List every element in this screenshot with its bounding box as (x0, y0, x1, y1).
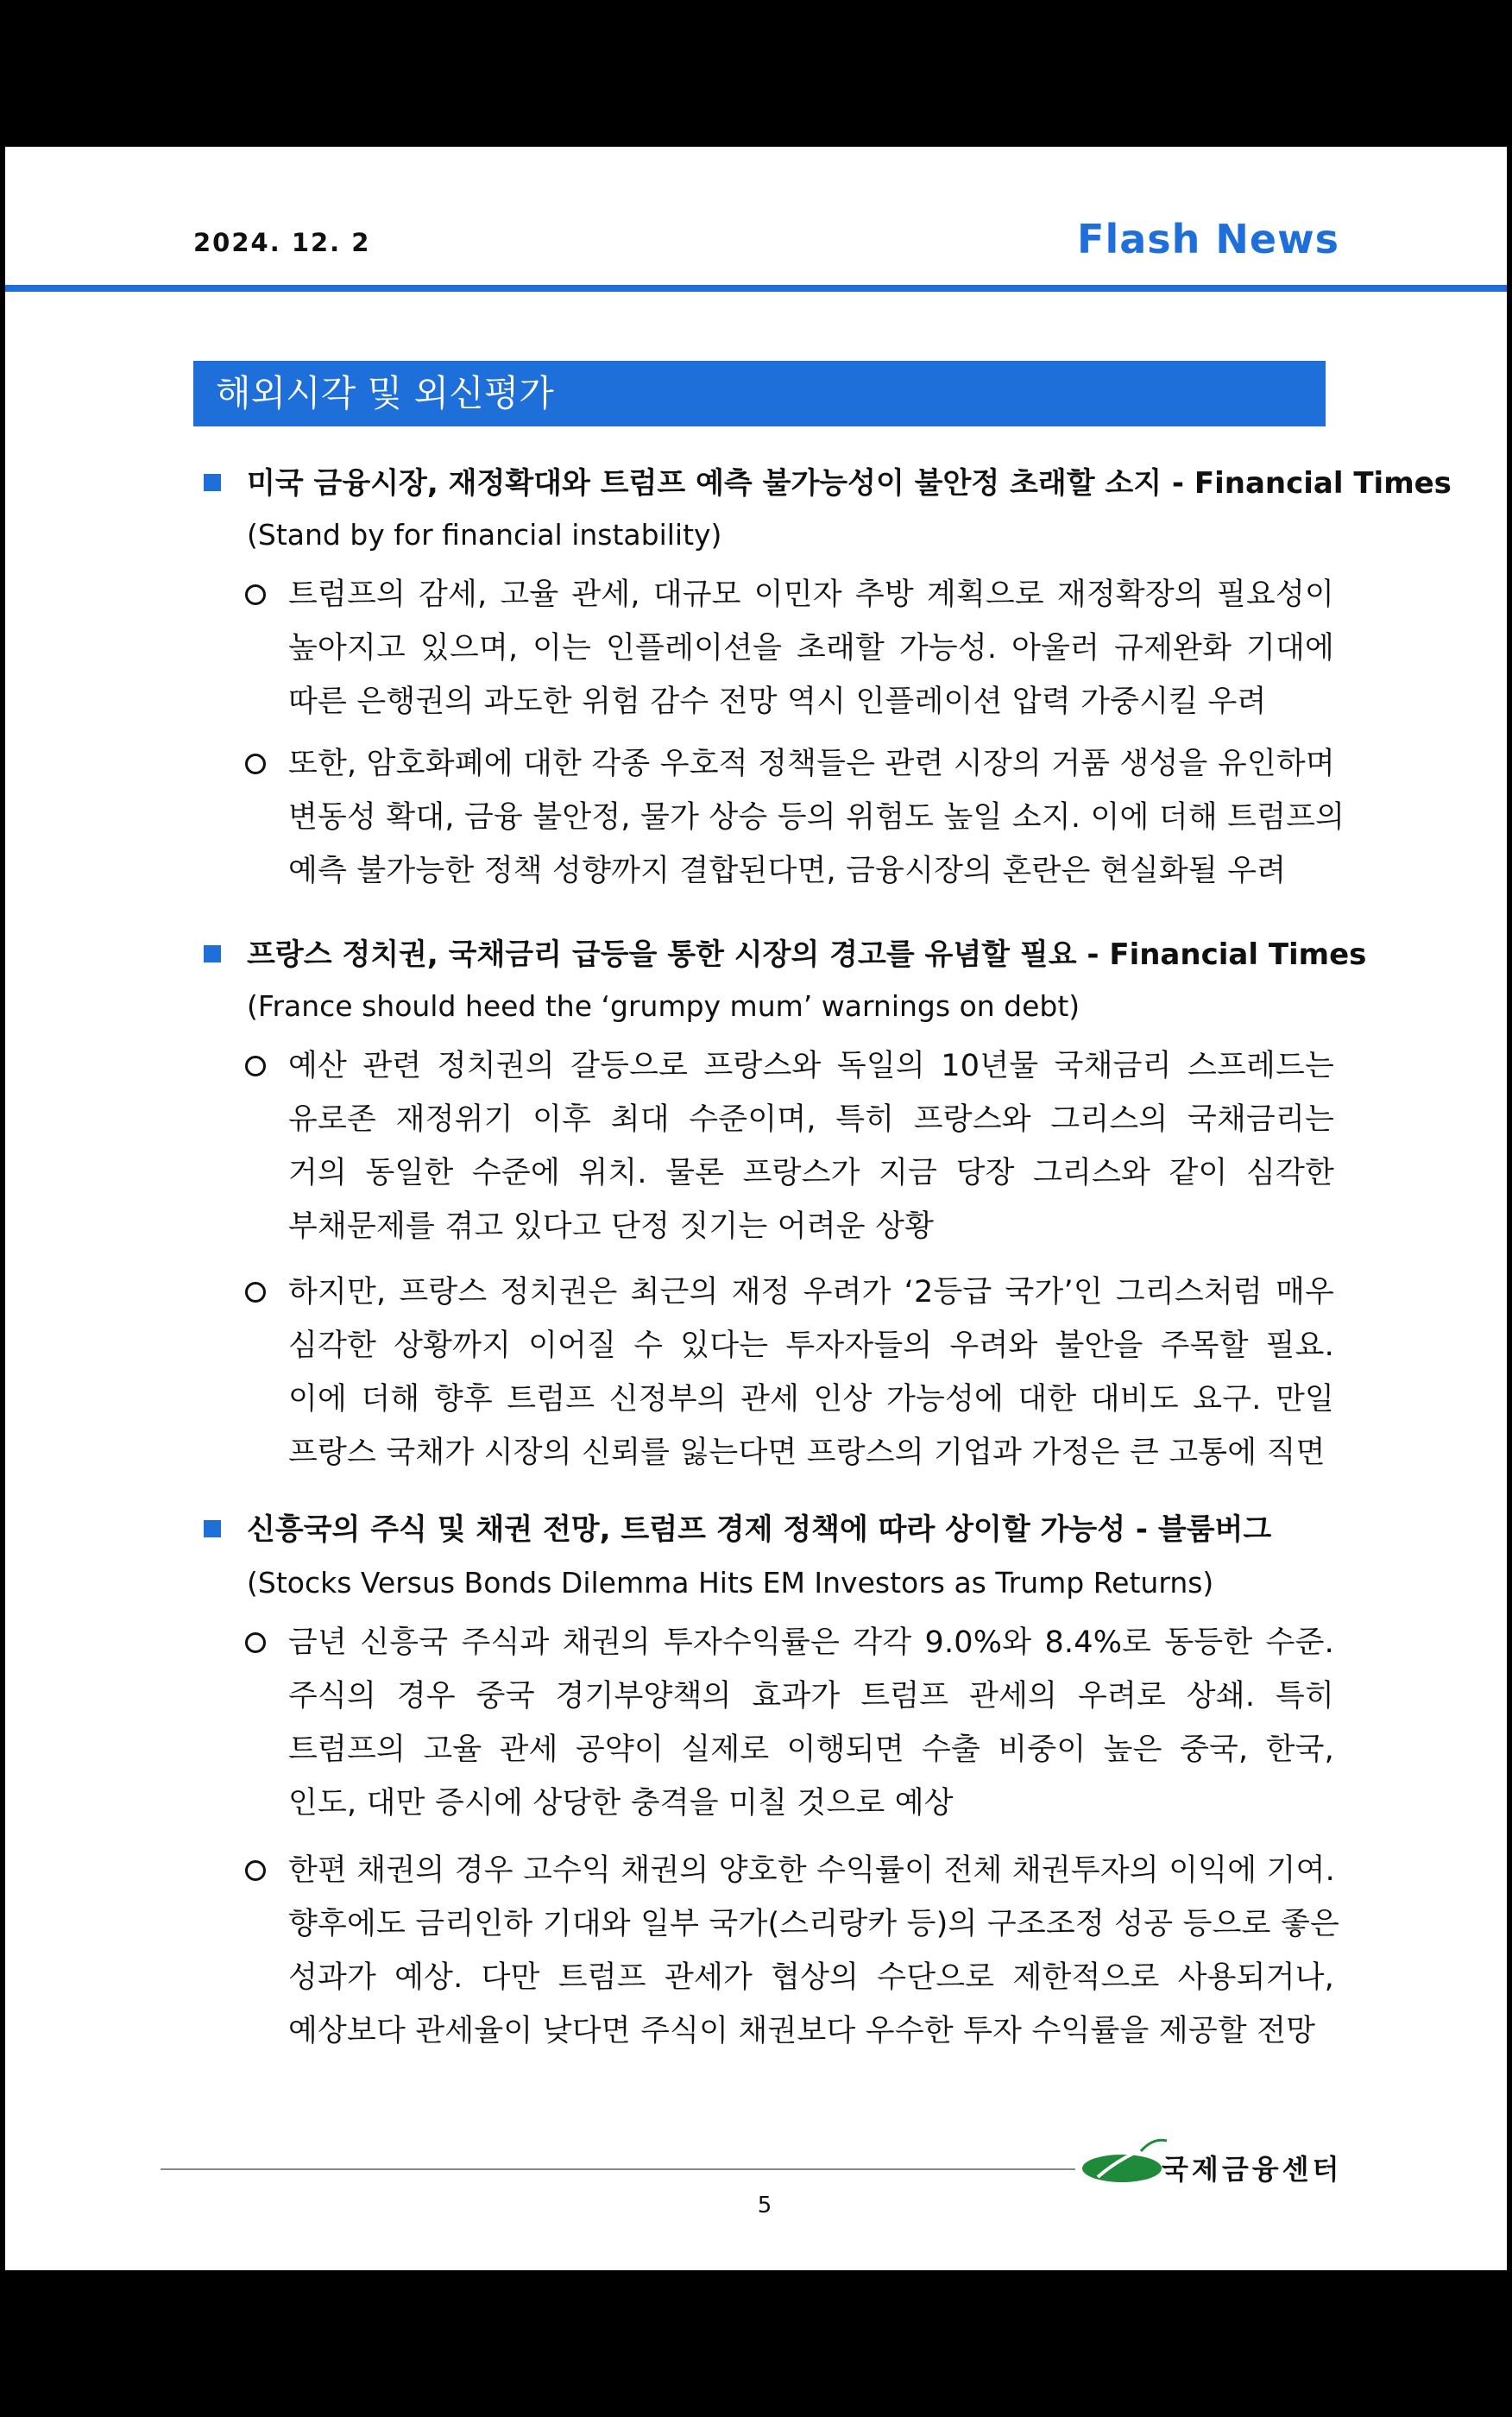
square-bullet-icon (204, 1520, 221, 1537)
footer-divider (161, 2168, 1075, 2170)
bullet-point (245, 1265, 1334, 1480)
source-article-title: (France should heed the ‘grumpy mum’ warnings on debt) (247, 989, 1080, 1023)
square-bullet-icon (204, 945, 221, 962)
bullet-line: 높아지고 있으며, 이는 인플레이션을 초래할 가능성. 아울러 규제완화 기대에 (288, 631, 1334, 666)
square-bullet-icon (204, 474, 221, 491)
section-title: 해외시각 및 외신평가 (193, 361, 1326, 426)
news-headline-text: 미국 금융시장, 재정확대와 트럼프 예측 불가능성이 불안정 초래할 소지 - Financial Times (247, 466, 1452, 501)
source-article-title: (Stand by for financial instability) (247, 518, 722, 552)
bullet-point (245, 1616, 1334, 1830)
bullet-line: 유로존 재정위기 이후 최대 수준이며, 특히 프랑스와 그리스의 국채금리는 (288, 1102, 1334, 1137)
circle-bullet-icon (245, 1282, 266, 1303)
bullet-point (245, 1844, 1339, 2058)
bullet-line: 성과가 예상. 다만 트럼프 관세가 협상의 수단으로 제한적으로 사용되거나, (288, 1960, 1334, 1995)
publication-brand: Flash News (1077, 216, 1339, 262)
bullet-point (245, 737, 1345, 898)
news-headline-text: 프랑스 정치권, 국채금리 급등을 통한 시장의 경고를 유념할 필요 - Financial Times (247, 937, 1367, 972)
bullet-line: 트럼프의 고율 관세 공약이 실제로 이행되면 수출 비중이 높은 중국, 한국, (288, 1732, 1334, 1767)
bullet-line: 예측 불가능한 정책 성향까지 결합된다면, 금융시장의 혼란은 현실화될 우려 (288, 854, 1287, 888)
bullet-line: 또한, 암호화폐에 대한 각종 우호적 정책들은 관련 시장의 거품 생성을 유인하며 (288, 747, 1335, 781)
bullet-line: 한편 채권의 경우 고수익 채권의 양호한 수익률이 전체 채권투자의 이익에 기여. (288, 1853, 1335, 1888)
source-article-title: (Stocks Versus Bonds Dilemma Hits EM Investors as Trump Returns) (247, 1566, 1214, 1600)
bullet-line: 향후에도 금리인하 기대와 일부 국가(스리랑카 등)의 구조조정 성공 등으로 좋은 (288, 1907, 1339, 1941)
bullet-line: 거의 동일한 수준에 위치. 물론 프랑스가 지금 당장 그리스와 같이 심각한 (288, 1156, 1334, 1190)
circle-bullet-icon (245, 1632, 266, 1653)
bullet-line: 심각한 상황까지 이어질 수 있다는 투자자들의 우려와 불안을 주목할 필요. (288, 1328, 1334, 1363)
news-headline-text: 신흥국의 주식 및 채권 전망, 트럼프 경제 정책에 따라 상이할 가능성 - 블룸버그 (247, 1512, 1272, 1547)
report-date: 2024. 12. 2 (193, 228, 371, 257)
bullet-line: 따른 은행권의 과도한 위험 감수 전망 역시 인플레이션 압력 가중시킬 우려 (288, 685, 1267, 719)
bullet-line: 하지만, 프랑스 정치권은 최근의 재정 우려가 ‘2등급 국가’인 그리스처럼 매우 (288, 1275, 1334, 1309)
header-divider (5, 285, 1507, 292)
circle-bullet-icon (245, 754, 266, 774)
organization-name: 국제금융센터 (1162, 2153, 1343, 2186)
bullet-line: 인도, 대만 증시에 상당한 충격을 미칠 것으로 예상 (288, 1786, 954, 1821)
bullet-line: 프랑스 국채가 시장의 신뢰를 잃는다면 프랑스의 기업과 가정은 큰 고통에 직면 (288, 1436, 1326, 1470)
bullet-line: 금년 신흥국 주식과 채권의 투자수익률은 각각 9.0%와 8.4%로 동등한 수준. (288, 1625, 1334, 1660)
news-headline (204, 463, 1452, 504)
bullet-line: 예산 관련 정치권의 갈등으로 프랑스와 독일의 10년물 국채금리 스프레드는 (288, 1049, 1334, 1083)
page-number: 5 (757, 2193, 772, 2218)
bullet-point (245, 568, 1334, 729)
circle-bullet-icon (245, 1056, 266, 1076)
bullet-point (245, 1039, 1334, 1253)
bullet-line: 이에 더해 향후 트럼프 신정부의 관세 인상 가능성에 대한 대비도 요구. 만일 (288, 1382, 1334, 1417)
bullet-line: 트럼프의 감세, 고율 관세, 대규모 이민자 추방 계획으로 재정확장의 필요성이 (288, 577, 1334, 612)
bullet-line: 주식의 경우 중국 경기부양책의 효과가 트럼프 관세의 우려로 상쇄. 특히 (288, 1679, 1334, 1713)
news-headline (204, 934, 1366, 975)
bullet-line: 부채문제를 겪고 있다고 단정 짓기는 어려운 상황 (288, 1209, 935, 1244)
bullet-line: 예상보다 관세율이 낮다면 주식이 채권보다 우수한 투자 수익률을 제공할 전망 (288, 2014, 1316, 2048)
circle-bullet-icon (245, 1860, 266, 1881)
circle-bullet-icon (245, 584, 266, 605)
news-headline (204, 1509, 1271, 1550)
document-page (5, 147, 1507, 2270)
bullet-line: 변동성 확대, 금융 불안정, 물가 상승 등의 위험도 높일 소지. 이에 더해 트럼프의 (288, 800, 1345, 835)
